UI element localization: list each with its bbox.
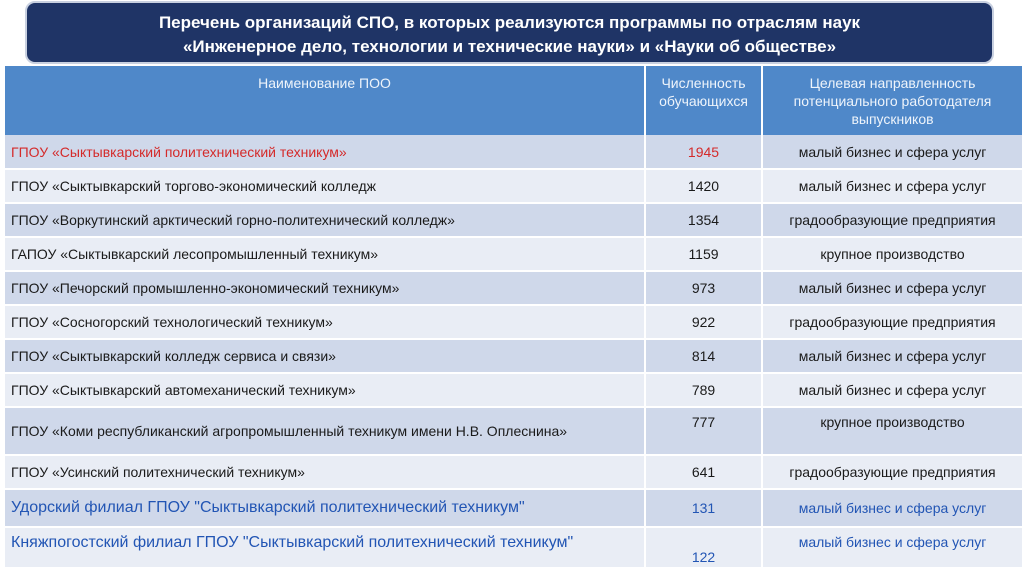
table-header-row (5, 66, 1022, 135)
org-name: ГПОУ «Усинский политехнический техникум» (5, 455, 645, 489)
org-name: ГПОУ «Воркутинский арктический горно-политехнический колледж» (5, 203, 645, 237)
student-count: 641 (645, 455, 762, 489)
org-name: Княжпогостский филиал ГПОУ "Сыктывкарский политехнический техникум" (5, 527, 645, 568)
org-name: ГАПОУ «Сыктывкарский лесопромышленный техникум» (5, 237, 645, 271)
employer-target: малый бизнес и сфера услуг (762, 169, 1022, 203)
org-name: Удорский филиал ГПОУ "Сыктывкарский политехнический техникум" (5, 489, 645, 527)
org-name: ГПОУ «Сосногорский технологический техникум» (5, 305, 645, 339)
org-name: ГПОУ «Сыктывкарский политехнический техникум» (5, 135, 645, 169)
table-row (5, 407, 1022, 455)
student-count: 1945 (645, 135, 762, 169)
employer-target: малый бизнес и сфера услуг (762, 489, 1022, 527)
employer-target: градообразующие предприятия (762, 455, 1022, 489)
student-count: 922 (645, 305, 762, 339)
table-row (5, 373, 1022, 407)
student-count: 789 (645, 373, 762, 407)
table-row (5, 271, 1022, 305)
table-row (5, 305, 1022, 339)
title-line-2: «Инженерное дело, технологии и технические науки» и «Науки об обществе» (182, 37, 837, 56)
student-count: 1354 (645, 203, 762, 237)
employer-target: малый бизнес и сфера услуг (762, 339, 1022, 373)
org-name: ГПОУ «Сыктывкарский колледж сервиса и связи» (5, 339, 645, 373)
table-row (5, 339, 1022, 373)
employer-target: малый бизнес и сфера услуг (762, 527, 1022, 568)
employer-target: градообразующие предприятия (762, 305, 1022, 339)
student-count: 131 (645, 489, 762, 527)
table-row (5, 489, 1022, 527)
student-count: 973 (645, 271, 762, 305)
table-row (5, 455, 1022, 489)
student-count: 122 (645, 527, 762, 568)
table-row (5, 203, 1022, 237)
student-count: 1159 (645, 237, 762, 271)
header-target: Целевая направленность потенциального работодателя выпускников (762, 66, 1022, 135)
employer-target: крупное производство (762, 237, 1022, 271)
table-row (5, 169, 1022, 203)
slide-title (25, 1, 994, 64)
org-name: ГПОУ «Сыктывкарский автомеханический техникум» (5, 373, 645, 407)
student-count: 814 (645, 339, 762, 373)
organizations-table (5, 66, 1022, 569)
table-row (5, 135, 1022, 169)
header-name: Наименование ПОО (5, 66, 645, 135)
employer-target: градообразующие предприятия (762, 203, 1022, 237)
org-name: ГПОУ «Печорский промышленно-экономический техникум» (5, 271, 645, 305)
table-row (5, 237, 1022, 271)
student-count: 777 (645, 407, 762, 455)
employer-target: малый бизнес и сфера услуг (762, 135, 1022, 169)
title-line-1: Перечень организаций СПО, в которых реализуются программы по отраслям наук (158, 13, 861, 32)
table-row (5, 527, 1022, 568)
header-count: Численность обучающихся (645, 66, 762, 135)
org-name: ГПОУ «Коми республиканский агропромышленный техникум имени Н.В. Оплеснина» (5, 407, 645, 455)
student-count: 1420 (645, 169, 762, 203)
employer-target: малый бизнес и сфера услуг (762, 373, 1022, 407)
employer-target: малый бизнес и сфера услуг (762, 271, 1022, 305)
org-name: ГПОУ «Сыктывкарский торгово-экономический колледж (5, 169, 645, 203)
employer-target: крупное производство (762, 407, 1022, 455)
